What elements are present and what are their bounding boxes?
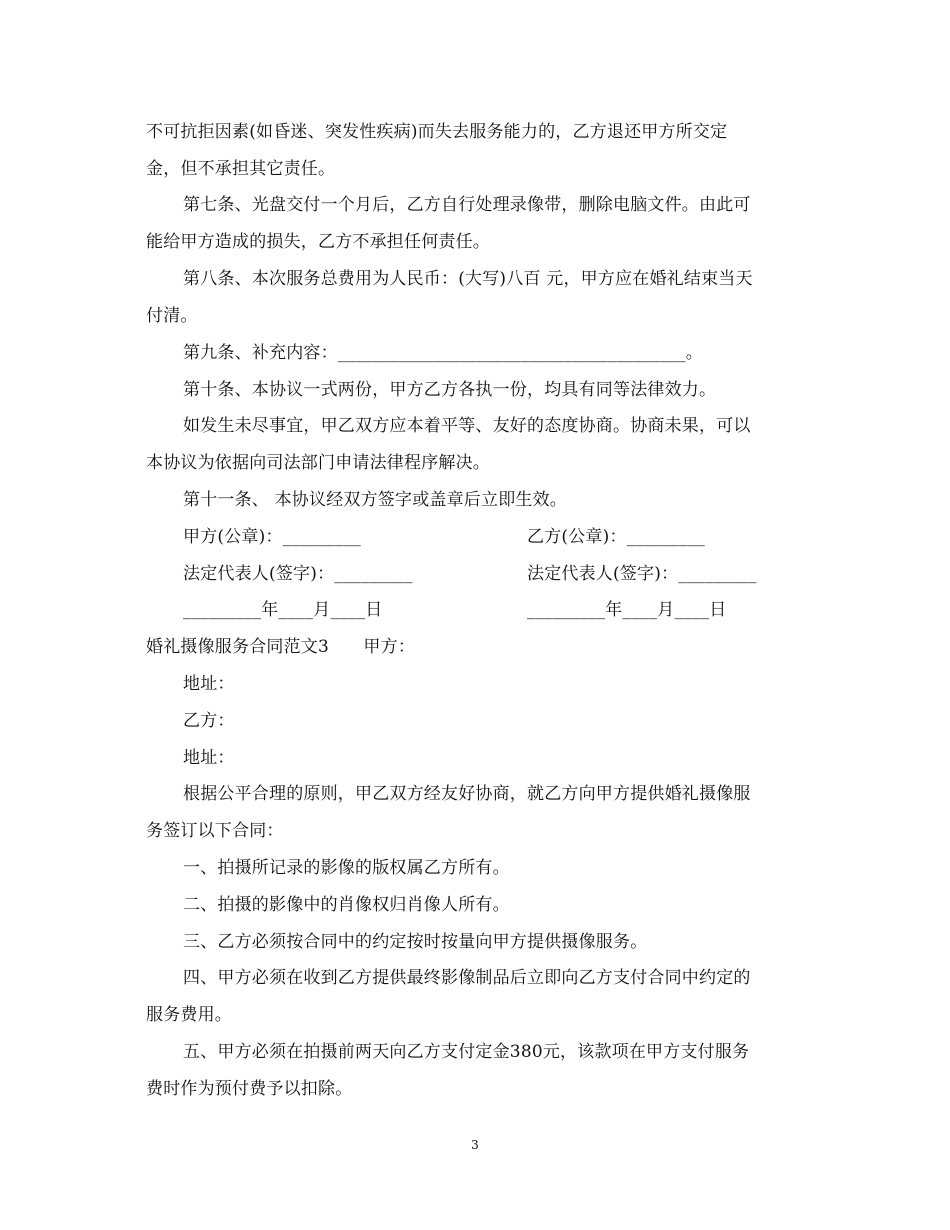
party-b-seal-field: 乙方(公章)：_________ (527, 527, 705, 547)
article-2: 二、拍摄的影像中的肖像权归肖像人所有。 (183, 895, 510, 915)
party-b-representative-field: 法定代表人(签字)：_________ (527, 564, 757, 584)
clause-8: 第八条、本次服务总费用为人民币：(大写)八百 元，甲方应在婚礼结束当天 (183, 269, 753, 289)
clause-7: 第七条、光盘交付一个月后，乙方自行处理录像带，删除电脑文件。由此可 (183, 195, 751, 215)
party-b-date-field: _________年____月____日 (527, 600, 727, 620)
party-b-address-label: 地址： (183, 748, 235, 768)
party-b-label: 乙方： (183, 711, 235, 731)
body-text-line: 务签订以下合同： (146, 821, 284, 841)
party-a-representative-field: 法定代表人(签字)：_________ (183, 564, 413, 584)
article-4: 四、甲方必须在收到乙方提供最终影像制品后立即向乙方支付合同中约定的 (183, 968, 751, 988)
clause-11: 第十一条、 本协议经双方签字或盖章后立即生效。 (183, 490, 568, 510)
preamble-text: 根据公平合理的原则，甲乙双方经友好协商，就乙方向甲方提供婚礼摄像服 (183, 784, 751, 804)
body-text-line: 金，但不承担其它责任。 (146, 159, 336, 179)
clause-9: 第九条、补充内容：________________________________________。 (183, 343, 703, 363)
article-3: 三、乙方必须按合同中的约定按时按量向甲方提供摄像服务。 (183, 932, 648, 952)
body-text-line: 服务费用。 (146, 1005, 232, 1025)
party-a-seal-field: 甲方(公章)：_________ (183, 527, 361, 547)
body-text-line: 付清。 (146, 306, 198, 326)
body-text-line: 能给甲方造成的损失，乙方不承担任何责任。 (146, 232, 490, 252)
body-text-line: 如发生未尽事宜，甲乙双方应本着平等、友好的态度协商。协商未果，可以 (183, 416, 751, 436)
body-text-line: 本协议为依据向司法部门申请法律程序解决。 (146, 453, 490, 473)
page-number: 3 (471, 1138, 479, 1152)
article-1: 一、拍摄所记录的影像的版权属乙方所有。 (183, 858, 510, 878)
body-text-line: 费时作为预付费予以扣除。 (146, 1079, 353, 1099)
contract-3-title: 婚礼摄像服务合同范文3 甲方： (146, 637, 416, 657)
article-5: 五、甲方必须在拍摄前两天向乙方支付定金380元，该款项在甲方支付服务 (183, 1042, 750, 1062)
party-a-address-label: 地址： (183, 674, 235, 694)
body-text-line: 不可抗拒因素(如昏迷、突发性疾病)而失去服务能力的，乙方退还甲方所交定 (146, 122, 728, 142)
clause-10: 第十条、本协议一式两份，甲方乙方各执一份，均具有同等法律效力。 (183, 380, 717, 400)
party-a-date-field: _________年____月____日 (183, 600, 383, 620)
